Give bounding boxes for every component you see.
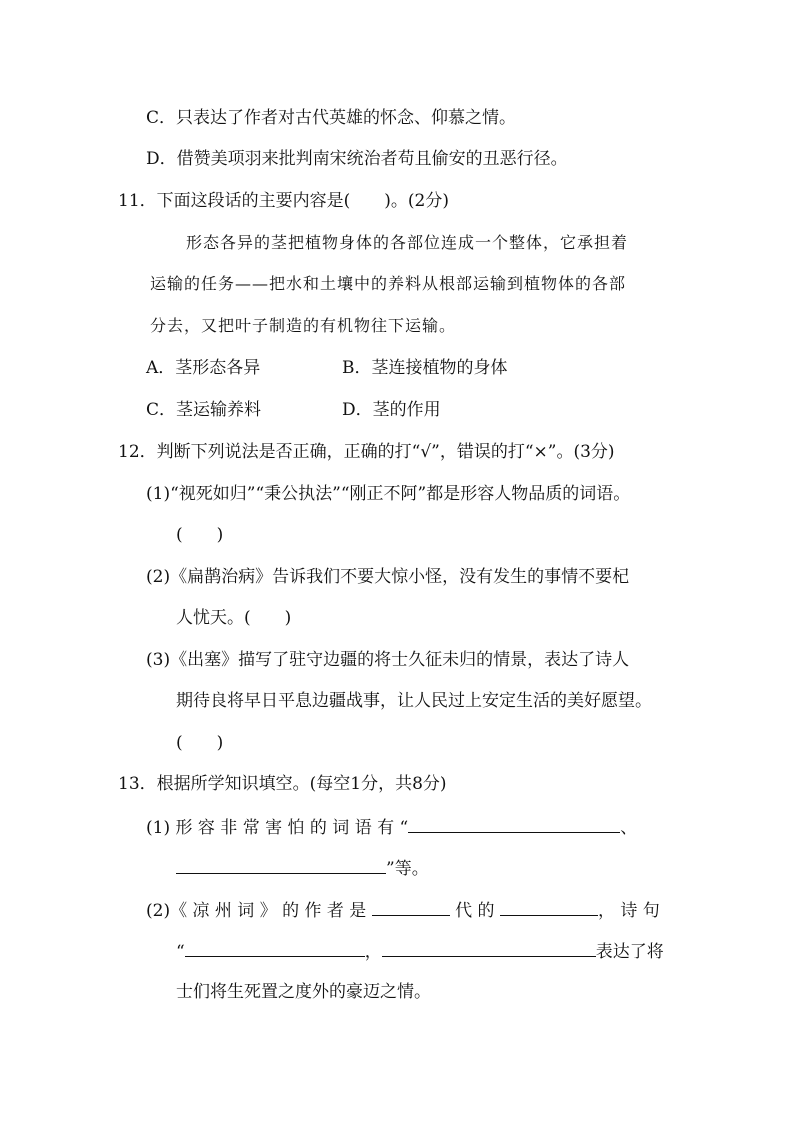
q13-item-1-line-2 [176, 855, 429, 881]
q13-item-2-line-2 [176, 938, 664, 964]
q11-option-d: D．茎的作用 [342, 400, 441, 420]
q12-item-1: (1)“视死如归”“秉公执法”“刚正不阿”都是形容人物品质的词语。 [146, 484, 631, 504]
q13-item-2-after: ， 诗 句 [597, 901, 660, 921]
q10-option-c: C．只表达了作者对古代英雄的怀念、仰慕之情。 [146, 108, 517, 128]
q13-item-2-comma: ， [364, 942, 382, 962]
q12-item-1-answer-paren[interactable]: ( ) [176, 525, 224, 545]
q12-item-3-line-1: (3)《出塞》描写了驻守边疆的将士久征未归的情景，表达了诗人 [146, 650, 630, 670]
q13-item-2-tail: 表达了将 [595, 942, 664, 962]
q12-item-2-line-1: (2)《扁鹊治病》告诉我们不要大惊小怪，没有发生的事情不要杞 [146, 567, 630, 587]
q11-passage-line-3: 分去，又把叶子制造的有机物往下运输。 [150, 316, 457, 335]
q13-blank-4[interactable] [500, 897, 598, 916]
q13-item-2-line-1 [146, 897, 660, 923]
q11-option-b: B．茎连接植物的身体 [342, 358, 508, 378]
q11-passage-line-2: 运输的任务——把水和土壤中的养料从根部运输到植物体的各部 [150, 274, 627, 293]
q12-item-3-line-2: 期待良将早日平息边疆战事，让人民过上安定生活的美好愿望。 [176, 691, 652, 711]
q13-blank-6[interactable] [382, 938, 596, 957]
q12-item-3-answer-paren[interactable]: ( ) [176, 733, 224, 753]
q12-item-2-line-2: 人忧天。( ) [176, 608, 292, 628]
q13-blank-2[interactable] [176, 855, 386, 874]
q13-blank-1[interactable] [408, 814, 620, 833]
q13-item-2-line-3: 士们将生死置之度外的豪迈之情。 [176, 982, 431, 1002]
q12-stem: 12．判断下列说法是否正确，正确的打“√”，错误的打“×”。(3分) [118, 442, 615, 462]
q11-option-c: C．茎运输养料 [146, 400, 262, 420]
q13-item-2-open-quote: “ [176, 942, 185, 962]
q13-item-1-prefix: (1) 形 容 非 常 害 怕 的 词 语 有 “ [146, 818, 409, 838]
q13-item-1-separator: 、 [620, 818, 638, 838]
q13-item-2-prefix: (2)《 凉 州 词 》 的 作 者 是 [146, 901, 367, 921]
q11-passage-line-1: 形态各异的茎把植物身体的各部位连成一个整体，它承担着 [186, 233, 629, 252]
q13-item-1-suffix: ”等。 [386, 859, 429, 879]
q13-item-2-mid: 代 的 [455, 901, 495, 921]
q11-option-a: A．茎形态各异 [146, 358, 261, 378]
q11-stem: 11．下面这段话的主要内容是( )。(2分) [118, 191, 449, 211]
q13-blank-5[interactable] [185, 938, 365, 957]
q13-blank-3[interactable] [372, 897, 450, 916]
q13-item-1-line-1 [146, 814, 637, 840]
q13-stem: 13．根据所学知识填空。(每空1分，共8分) [118, 774, 447, 794]
q10-option-d: D．借赞美项羽来批判南宋统治者苟且偷安的丑恶行径。 [146, 149, 568, 169]
